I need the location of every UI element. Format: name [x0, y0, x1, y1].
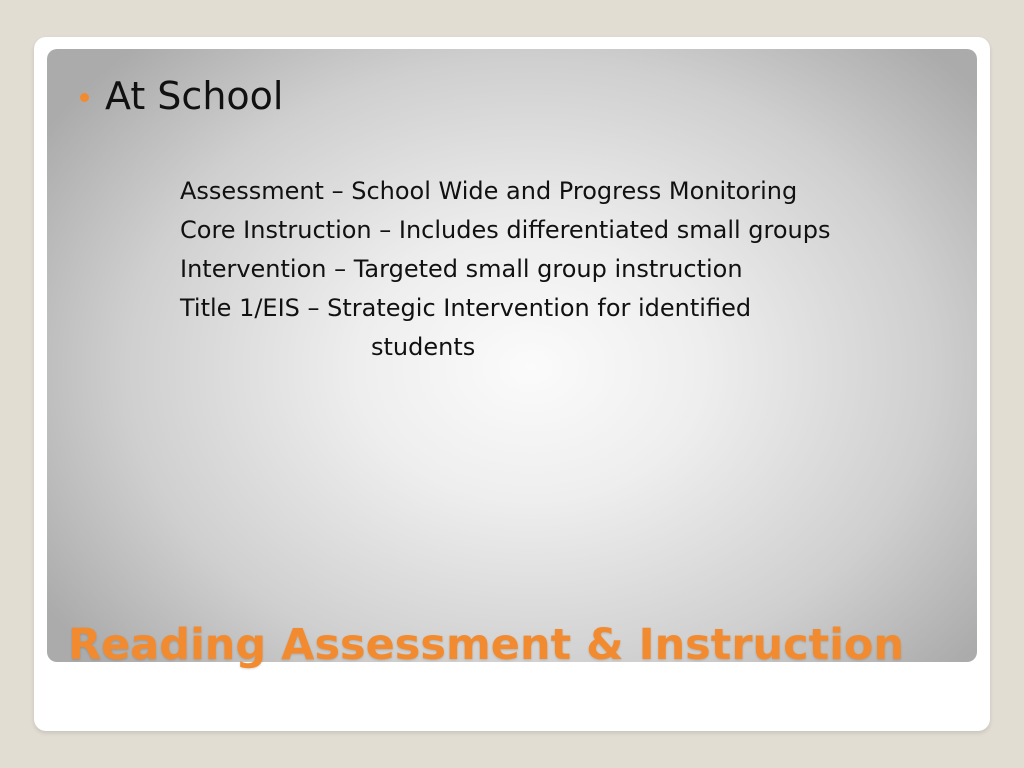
- sub-item-core-instruction: Core Instruction – Includes differentiated small groups: [180, 216, 831, 244]
- bullet-text: At School: [105, 74, 284, 118]
- sub-item-intervention: Intervention – Targeted small group instruction: [180, 255, 743, 283]
- bullet-dot-icon: [80, 93, 89, 102]
- sub-item-list: [180, 172, 830, 328]
- slide-title: Reading Assessment & Instruction: [68, 620, 905, 670]
- sub-item-assessment: Assessment – School Wide and Progress Monitoring: [180, 177, 798, 205]
- content-panel: [47, 49, 977, 662]
- sub-item-title1-eis-continuation: students: [371, 333, 476, 361]
- sub-item-title1-eis: Title 1/EIS – Strategic Intervention for identified: [180, 294, 752, 322]
- bullet-at-school: [80, 74, 283, 118]
